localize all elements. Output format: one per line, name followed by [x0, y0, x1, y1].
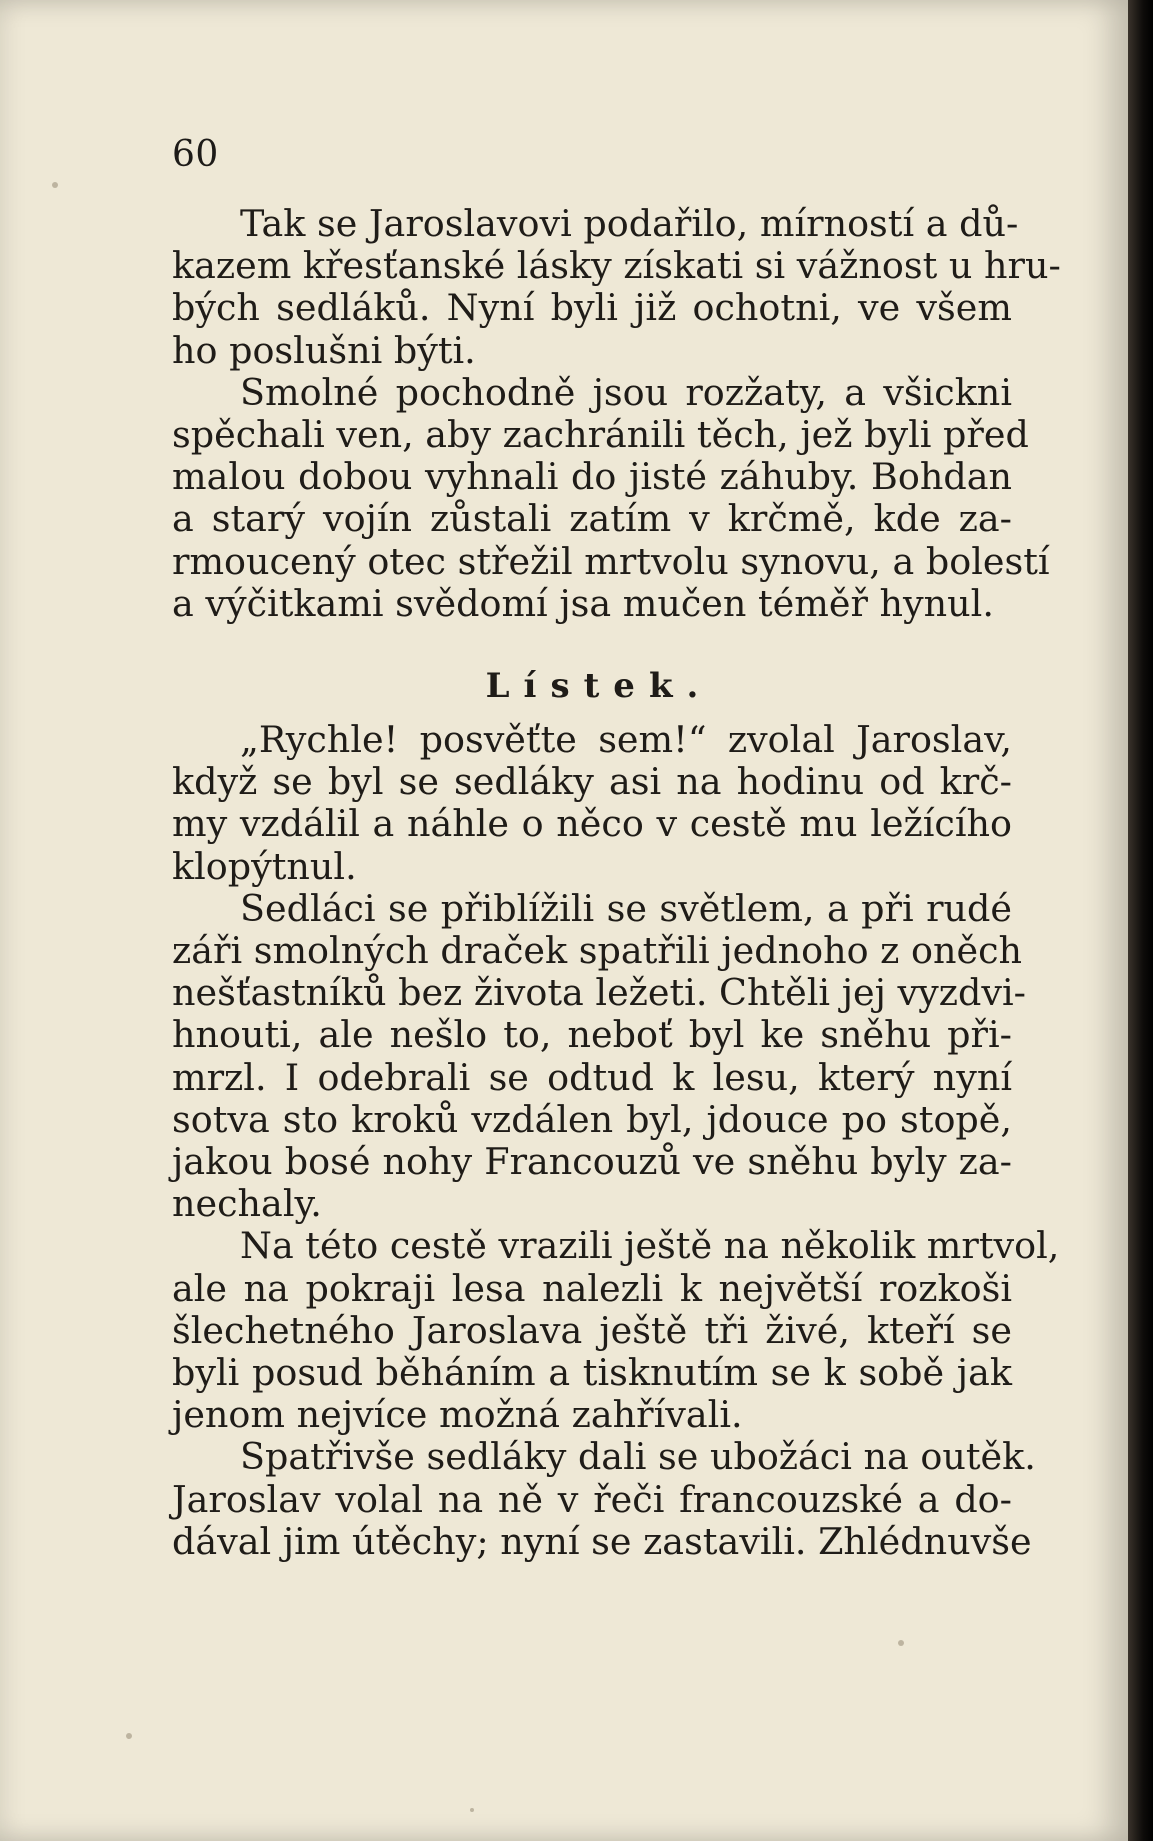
text-line: sotva sto kroků vzdálen byl, jdouce po stopě, — [172, 1097, 1012, 1141]
text-line: Tak se Jaroslavovi podařilo, mírností a dů- — [240, 202, 1019, 245]
text-line: Jaroslav volal na ně v řeči francouzské a do- — [172, 1477, 1012, 1521]
text-line: a starý vojín zůstali zatím v krčmě, kde za- — [172, 497, 1012, 541]
text-line: Smolné pochodně jsou rozžaty, a všickni — [240, 370, 1012, 414]
text-line: Na této cestě vrazili ještě na několik mrtvol, — [240, 1224, 1060, 1268]
text-line: když se byl se sedláky asi na hodinu od krč- — [172, 760, 1012, 804]
text-line: bých sedláků. Nyní byli již ochotni, ve všem — [172, 286, 1012, 330]
paragraph-4 — [172, 886, 1027, 1226]
text-line: nešťastníků bez života ležeti. Chtěli jej vyzdvi- — [172, 971, 1027, 1015]
text-line: nechaly. — [172, 1182, 322, 1226]
text-line: a výčitkami svědomí jsa mučen téměř hynul. — [172, 581, 994, 625]
page-number: 60 — [172, 134, 219, 175]
text-line: šlechetného Jaroslava ještě tři živé, kteří se — [172, 1308, 1012, 1352]
text-line: jenom nejvíce možná zahřívali. — [172, 1393, 743, 1437]
text-line: klopýtnul. — [172, 844, 357, 888]
section-heading: Lístek. — [485, 666, 713, 707]
paper-speck — [52, 182, 58, 188]
paragraph-6 — [172, 1435, 1036, 1563]
text-line: malou dobou vyhnali do jisté záhuby. Bohdan — [172, 455, 1012, 499]
text-line: hnouti, ale nešlo to, neboť byl ke sněhu při- — [172, 1013, 1012, 1057]
text-line: spěchali ven, aby zachránili těch, jež byli před — [172, 413, 1029, 457]
text-line: kazem křesťanské lásky získati si vážnost u hru- — [172, 244, 1061, 288]
paper-speck — [126, 1733, 132, 1739]
text-line: jakou bosé nohy Francouzů ve sněhu byly za- — [172, 1140, 1012, 1184]
text-line: „Rychle! posvěťte sem!“ zvolal Jaroslav, — [240, 718, 1012, 762]
text-line: Spatřivše sedláky dali se ubožáci na outěk. — [240, 1435, 1036, 1479]
paragraph-3 — [172, 719, 1012, 888]
paper-speck — [470, 1808, 474, 1812]
body-text — [172, 202, 1061, 1563]
text-line: my vzdálil a náhle o něco v cestě mu ležícího — [172, 802, 1012, 846]
text-line: rmoucený otec střežil mrtvolu synovu, a bolestí — [172, 539, 1050, 583]
paragraph-2 — [172, 370, 1050, 625]
page-edge-shadow — [1128, 0, 1153, 1841]
text-line: ale na pokraji lesa nalezli k největší rozkoši — [172, 1266, 1012, 1310]
text-line: byli posud běháním a tisknutím se k sobě jak — [172, 1351, 1012, 1395]
text-line: záři smolných draček spatřili jednoho z oněch — [172, 929, 1023, 973]
paragraph-5 — [172, 1224, 1060, 1437]
text-line: dával jim útěchy; nyní se zastavili. Zhlédnuvše — [172, 1519, 1032, 1563]
text-line: ho poslušni býti. — [172, 328, 476, 372]
paragraph-1 — [172, 202, 1061, 372]
text-line: mrzl. I odebrali se odtud k lesu, který nyní — [172, 1055, 1012, 1099]
paper-speck — [898, 1640, 904, 1646]
text-line: Sedláci se přiblížili se světlem, a při rudé — [240, 886, 1012, 930]
